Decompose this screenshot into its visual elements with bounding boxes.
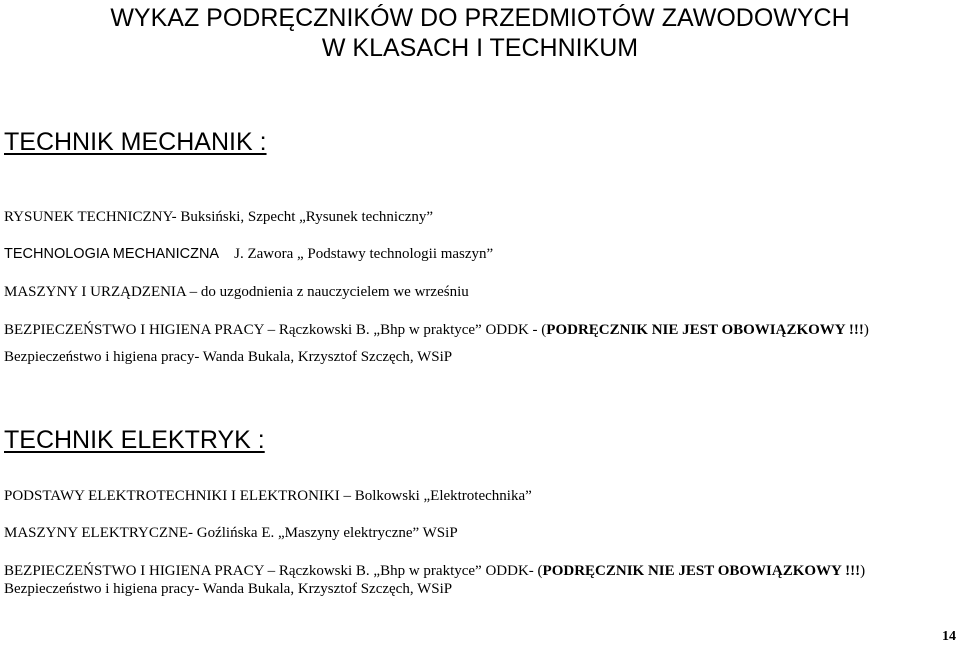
- mechanik-bhp2-line: Bezpieczeństwo i higiena pracy- Wanda Bukala, Krzysztof Szczęch, WSiP: [4, 349, 453, 365]
- elektryk-bhp2-line: Bezpieczeństwo i higiena pracy- Wanda Bukala, Krzysztof Szczęch, WSiP: [4, 581, 453, 597]
- mechanik-bhp-text: BEZPIECZEŃSTWO I HIGIENA PRACY – Rączkowski B. „Bhp w praktyce” ODDK - (: [4, 322, 547, 338]
- elektryk-bhp-note: PODRĘCZNIK NIE JEST OBOWIĄZKOWY !!!: [542, 563, 861, 579]
- section-heading-elektryk: TECHNIK ELEKTRYK :: [4, 426, 265, 454]
- document-title-line-1: WYKAZ PODRĘCZNIKÓW DO PRZEDMIOTÓW ZAWODOWYCH: [110, 4, 850, 32]
- document-title-line-2: W KLASACH I TECHNIKUM: [321, 34, 639, 62]
- mechanik-bhp-note: PODRĘCZNIK NIE JEST OBOWIĄZKOWY !!!: [546, 322, 864, 338]
- mechanik-bhp-close: ): [863, 322, 869, 338]
- elektryk-podstawy-line: PODSTAWY ELEKTROTECHNIKI I ELEKTRONIKI – Bolkowski „Elektrotechnika”: [4, 488, 532, 504]
- elektryk-bhp-text: BEZPIECZEŃSTWO I HIGIENA PRACY – Rączkowski B. „Bhp w praktyce” ODDK- (: [4, 563, 543, 579]
- mechanik-rysunek-line: RYSUNEK TECHNICZNY- Buksiński, Szpecht „Rysunek techniczny”: [4, 209, 434, 225]
- elektryk-bhp-close: ): [860, 563, 866, 579]
- mechanik-bhp-line: [4, 321, 869, 339]
- mechanik-maszyny-line: MASZYNY I URZĄDZENIA – do uzgodnienia z nauczycielem we wrześniu: [4, 284, 469, 300]
- page-number: 14: [942, 629, 956, 644]
- elektryk-maszyny-line: MASZYNY ELEKTRYCZNE- Goźlińska E. „Maszyny elektryczne” WSiP: [4, 525, 458, 541]
- section-heading-mechanik: TECHNIK MECHANIK :: [4, 128, 267, 156]
- mechanik-technologia-line: [4, 245, 493, 263]
- mechanik-technologia-subject: TECHNOLOGIA MECHANICZNA: [4, 246, 220, 262]
- elektryk-bhp-line: [4, 562, 865, 580]
- mechanik-technologia-book: J. Zawora „ Podstawy technologii maszyn”: [234, 246, 494, 262]
